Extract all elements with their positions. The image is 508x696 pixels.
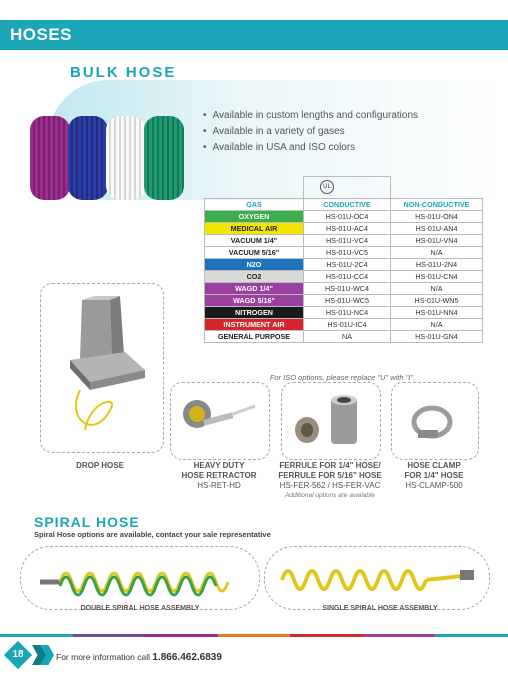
stripe-segment	[145, 634, 218, 637]
drop-hose-image	[50, 290, 160, 450]
single-spiral-image	[272, 552, 482, 600]
table-cell: INSTRUMENT AIR	[205, 319, 304, 331]
column-header: NON-CONDUCTIVE	[391, 199, 483, 211]
table-cell: MEDICAL AIR	[205, 223, 304, 235]
table-cell: HS-01U-ON4	[391, 211, 483, 223]
table-cell: CO2	[205, 271, 304, 283]
page-title: HOSES	[10, 25, 73, 44]
table-row	[205, 331, 483, 343]
spool-white	[106, 116, 146, 200]
footer-phone: 1.866.462.6839	[152, 652, 222, 663]
stripe-segment	[290, 634, 363, 637]
feature-item: • Available in USA and ISO colors	[203, 140, 418, 156]
retractor-part: HS-RET-HD	[197, 481, 241, 490]
ferrule-part: HS-FER-562 / HS-FER-VAC	[279, 481, 381, 490]
table-cell: GENERAL PURPOSE	[205, 331, 304, 343]
table-cell: HS-01U-NN4	[391, 307, 483, 319]
table-cell: HS-01U-2N4	[391, 259, 483, 271]
double-spiral-label: DOUBLE SPIRAL HOSE ASSEMBLY	[80, 605, 200, 612]
retractor-image	[175, 392, 265, 452]
table-body	[205, 211, 483, 343]
table-cell: HS-01U-OC4	[304, 211, 391, 223]
table-cell: HS-01U-WC5	[304, 295, 391, 307]
table-row	[205, 235, 483, 247]
clamp-line1: HOSE CLAMP	[407, 461, 461, 470]
bulk-hose-features	[203, 108, 418, 156]
table-cell: HS-01U-WN5	[391, 295, 483, 307]
spiral-hose-subtitle: Spiral Hose options are available, contact your sale representative	[34, 530, 271, 539]
retractor-line1: HEAVY DUTY	[193, 461, 245, 470]
footer-text: For more information call	[56, 652, 151, 662]
ferrule-line2: FERRULE FOR 5/16" HOSE	[278, 471, 382, 480]
table-cell: VACUUM 1/4"	[205, 235, 304, 247]
ferrule-label	[268, 461, 392, 501]
clamp-label	[391, 461, 477, 491]
table-cell: OXYGEN	[205, 211, 304, 223]
table-row	[205, 247, 483, 259]
table-cell: HS-01U-IC4	[304, 319, 391, 331]
table-cell: NITROGEN	[205, 307, 304, 319]
table-row	[205, 259, 483, 271]
page-number-badge	[4, 641, 32, 669]
column-header: GAS	[205, 199, 304, 211]
clamp-part: HS-CLAMP-500	[405, 481, 463, 490]
table-row	[205, 307, 483, 319]
stripe-segment	[0, 634, 73, 637]
column-header: CONDUCTIVE	[304, 199, 391, 211]
page-header	[0, 20, 508, 50]
table-header-row	[205, 199, 483, 211]
clamp-image	[398, 392, 472, 452]
table-cell: HS-01U-VC4	[304, 235, 391, 247]
table-cell: HS-01U-NC4	[304, 307, 391, 319]
table-cell: VACUUM 5/16"	[205, 247, 304, 259]
table-row	[205, 211, 483, 223]
ul-listed-logo: UL	[320, 180, 334, 194]
stripe-segment	[73, 634, 146, 637]
table-cell: HS-01U-2C4	[304, 259, 391, 271]
table-row	[205, 271, 483, 283]
table-cell: N/A	[391, 247, 483, 259]
footer-stripe	[0, 634, 508, 637]
table-cell: HS-01U-AN4	[391, 223, 483, 235]
table-cell: WAGD 1/4"	[205, 283, 304, 295]
stripe-segment	[218, 634, 291, 637]
feature-item: • Available in a variety of gases	[203, 124, 418, 140]
feature-item: • Available in custom lengths and configurations	[203, 108, 418, 124]
ferrule-image	[285, 390, 375, 450]
single-spiral-label: SINGLE SPIRAL HOSE ASSEMBLY	[322, 605, 438, 612]
table-cell: NA	[304, 331, 391, 343]
gas-part-table	[204, 198, 483, 343]
ferrule-note: Additional options are available	[285, 492, 375, 499]
stripe-segment	[435, 634, 508, 637]
table-cell: HS-01U-VC5	[304, 247, 391, 259]
table-cell: HS-01U-VN4	[391, 235, 483, 247]
table-cell: HS-01U-AC4	[304, 223, 391, 235]
table-cell: HS-01U-CN4	[391, 271, 483, 283]
retractor-label	[170, 461, 268, 491]
clamp-line2: FOR 1/4" HOSE	[404, 471, 464, 480]
table-cell: HS-01U-GN4	[391, 331, 483, 343]
spool-green	[144, 116, 184, 200]
spool-blue	[68, 116, 108, 200]
table-row	[205, 295, 483, 307]
double-spiral-image	[30, 552, 250, 600]
spiral-hose-title: SPIRAL HOSE	[34, 514, 140, 530]
table-row	[205, 283, 483, 295]
table-cell: N/A	[391, 283, 483, 295]
ferrule-line1: FERRULE FOR 1/4" HOSE/	[279, 461, 381, 470]
table-cell: HS-01U-CC4	[304, 271, 391, 283]
stripe-segment	[363, 634, 436, 637]
table-cell: WAGD 5/16"	[205, 295, 304, 307]
page-number: 18	[12, 649, 24, 660]
table-row	[205, 223, 483, 235]
drop-hose-label: DROP HOSE	[76, 461, 124, 470]
table-cell: N/A	[391, 319, 483, 331]
retractor-line2: HOSE RETRACTOR	[181, 471, 257, 480]
spool-purple	[30, 116, 70, 200]
table-cell: N2O	[205, 259, 304, 271]
iso-note: For ISO options, please replace "U" with "I".	[269, 373, 416, 382]
table-row	[205, 319, 483, 331]
footer-contact	[56, 652, 222, 663]
table-cell: HS-01U-WC4	[304, 283, 391, 295]
ul-logo-box	[303, 176, 391, 199]
bulk-hose-title: BULK HOSE	[70, 64, 177, 81]
